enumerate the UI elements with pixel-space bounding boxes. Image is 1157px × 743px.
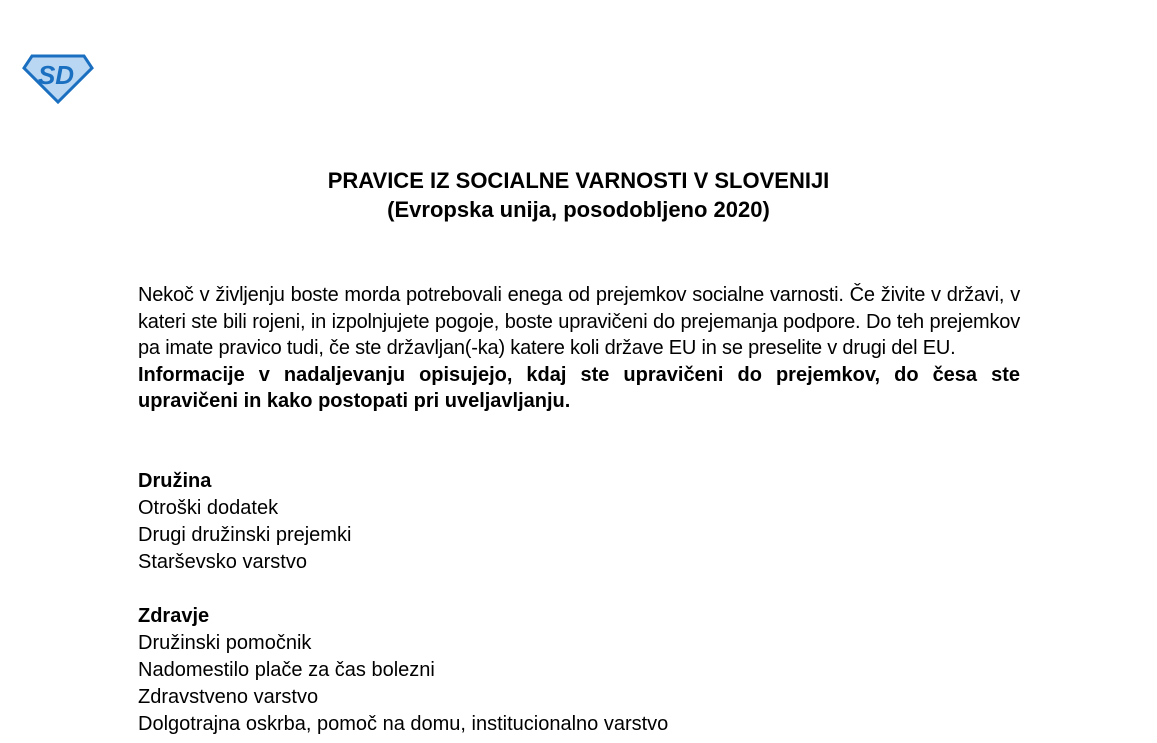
page-title (0, 166, 1157, 224)
list-item: Dolgotrajna oskrba, pomoč na domu, institucionalno varstvo (138, 713, 669, 735)
section-heading: Družina (138, 470, 212, 492)
sd-shield-logo-icon (22, 50, 94, 104)
title-line-1: PRAVICE IZ SOCIALNE VARNOSTI V SLOVENIJI (327, 168, 830, 193)
title-line-2: (Evropska unija, posodobljeno 2020) (387, 197, 770, 222)
logo-letters: SD (37, 60, 75, 90)
list-item: Drugi družinski prejemki (138, 524, 352, 546)
section-heading: Zdravje (138, 605, 210, 627)
list-item: Starševsko varstvo (138, 551, 307, 573)
list-item: Zdravstveno varstvo (138, 686, 319, 708)
intro-bold-paragraph: Informacije v nadaljevanju opisujejo, kdaj ste upravičeni do prejemkov, do česa ste upravičeni in kako postopati pri uveljavljanju. (138, 363, 1020, 413)
section-family (138, 468, 351, 576)
intro-paragraph: Nekoč v življenju boste morda potrebovali enega od prejemkov socialne varnosti. Če živite v državi, v kateri ste bili rojeni, in izpolnjujete pogoje, boste upravičeni do prejemanja podpore. Do teh prejemkov pa imate pravico tudi, če ste državljan(-ka) katere koli države EU in se preselite v drugi del EU. (138, 284, 1020, 360)
section-health (138, 603, 668, 738)
list-item: Otroški dodatek (138, 497, 279, 519)
list-item: Družinski pomočnik (138, 632, 312, 654)
list-item: Nadomestilo plače za čas bolezni (138, 659, 435, 681)
intro-text (138, 282, 1020, 415)
logo (22, 50, 94, 104)
